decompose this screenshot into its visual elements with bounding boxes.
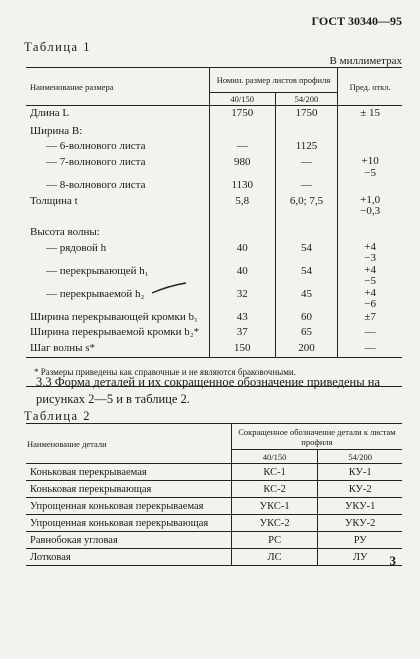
table-row <box>26 464 402 481</box>
row-name: — перекрывающей h₁ <box>46 264 149 277</box>
value-a: 37 <box>209 325 275 341</box>
col-b-header: 54/200 <box>318 450 402 464</box>
table-row <box>26 341 402 357</box>
table-row <box>26 310 402 326</box>
tolerance <box>338 139 402 155</box>
row-name: Высота волны: <box>30 225 100 238</box>
table-row <box>26 264 402 287</box>
page-number: 3 <box>389 553 396 568</box>
tolerance <box>338 178 402 194</box>
row-name: Ширина перекрываемой кромки b₂* <box>30 326 200 339</box>
code-b: КУ-2 <box>318 481 402 498</box>
row-name: Толщина t <box>30 194 78 207</box>
code-a: РС <box>231 532 318 549</box>
tolerance: — <box>338 325 402 341</box>
tolerance: +4 −6 <box>338 287 402 310</box>
part-name: Коньковая перекрываемая <box>26 464 231 481</box>
table-row <box>26 155 402 178</box>
value-b: 200 <box>275 341 338 357</box>
row-name: Длина L <box>30 107 70 119</box>
table-row <box>26 225 402 241</box>
table-row <box>26 287 402 310</box>
table-row <box>26 194 402 217</box>
value-b: 45 <box>275 287 338 310</box>
value-a: 5,8 <box>209 194 275 217</box>
tolerance: +10 −5 <box>338 155 402 178</box>
code-a: КС-2 <box>231 481 318 498</box>
col-group-header: Сокращенное обозначение детали к листам профиля <box>231 424 402 450</box>
col-name-header: Наименование детали <box>26 424 231 464</box>
tolerance: — <box>338 341 402 357</box>
tolerance: +1,0 −0,3 <box>338 194 402 217</box>
table1-unit: В миллиметрах <box>329 55 402 67</box>
code-b: ЛУ <box>318 549 402 566</box>
row-name: — перекрываемой h₂ <box>46 287 145 300</box>
code-b: КУ-1 <box>318 464 402 481</box>
row-name: — 6-волнового листа <box>46 140 146 153</box>
paragraph-3-3: 3.3 Форма деталей и их сокращенное обозначение приведены на рисунках 2—5 и в таблице 2. <box>36 375 381 406</box>
value-a: 1750 <box>209 106 275 124</box>
value-a: 150 <box>209 341 275 357</box>
table2-caption: Таблица 2 <box>24 409 91 423</box>
col-b-header: 54/200 <box>275 93 338 106</box>
table1-footnote: * Размеры приведены как справочные и не являются браковочными. <box>26 358 402 387</box>
table-row <box>26 325 402 341</box>
part-name: Упрощенная коньковая перекрывающая <box>26 515 231 532</box>
code-a: ЛС <box>231 549 318 566</box>
part-name: Равнобокая угловая <box>26 532 231 549</box>
value-b: 60 <box>275 310 338 326</box>
table-row <box>26 139 402 155</box>
part-name: Упрощенная коньковая перекрываемая <box>26 498 231 515</box>
pen-mark-icon <box>150 280 190 296</box>
value-a: 1130 <box>209 178 275 194</box>
col-name-header: Наименование размера <box>26 68 209 106</box>
table1-caption: Таблица 1 <box>24 40 91 54</box>
value-a: 40 <box>209 241 275 264</box>
part-name: Лотковая <box>26 549 231 566</box>
table2 <box>26 423 402 566</box>
tolerance: +4 −3 <box>338 241 402 264</box>
col-a-header: 40/150 <box>209 93 275 106</box>
value-b: 6,0; 7,5 <box>275 194 338 217</box>
row-name: — 7-волнового листа <box>46 156 146 169</box>
part-name: Коньковая перекрывающая <box>26 481 231 498</box>
col-group-header: Номин. размер листов профиля <box>209 68 338 93</box>
row-name: Ширина B: <box>30 124 83 137</box>
tolerance: ± 15 <box>338 106 402 124</box>
table-row <box>26 515 402 532</box>
col-tol-header: Пред. откл. <box>338 68 402 106</box>
value-b: 65 <box>275 325 338 341</box>
value-a: 43 <box>209 310 275 326</box>
value-a: — <box>209 139 275 155</box>
tolerance: ±7 <box>338 310 402 326</box>
table-row <box>26 549 402 566</box>
row-name: — 8-волнового листа <box>46 179 146 192</box>
value-b: 54 <box>275 241 338 264</box>
value-b: 54 <box>275 264 338 287</box>
row-name: — рядовой h <box>46 241 107 254</box>
value-b: — <box>275 178 338 194</box>
table-row <box>26 241 402 264</box>
col-a-header: 40/150 <box>231 450 318 464</box>
tolerance: +4 −5 <box>338 264 402 287</box>
code-b: РУ <box>318 532 402 549</box>
value-b: 1125 <box>275 139 338 155</box>
code-a: КС-1 <box>231 464 318 481</box>
value-a: 32 <box>209 287 275 310</box>
code-b: УКУ-1 <box>318 498 402 515</box>
table-row <box>26 532 402 549</box>
table1 <box>26 67 402 387</box>
value-b: — <box>275 155 338 178</box>
row-name: Ширина перекрывающей кромки b₁ <box>30 310 198 323</box>
code-b: УКУ-2 <box>318 515 402 532</box>
standard-header: ГОСТ 30340—95 <box>311 14 402 28</box>
row-name: Шаг волны s* <box>26 341 209 357</box>
table-row <box>26 498 402 515</box>
table-row <box>26 178 402 194</box>
table-row <box>26 106 402 124</box>
value-a: 40 <box>209 264 275 287</box>
code-a: УКС-2 <box>231 515 318 532</box>
code-a: УКС-1 <box>231 498 318 515</box>
table-row <box>26 124 402 140</box>
value-b: 1750 <box>275 106 338 124</box>
value-a: 980 <box>209 155 275 178</box>
table-row <box>26 481 402 498</box>
